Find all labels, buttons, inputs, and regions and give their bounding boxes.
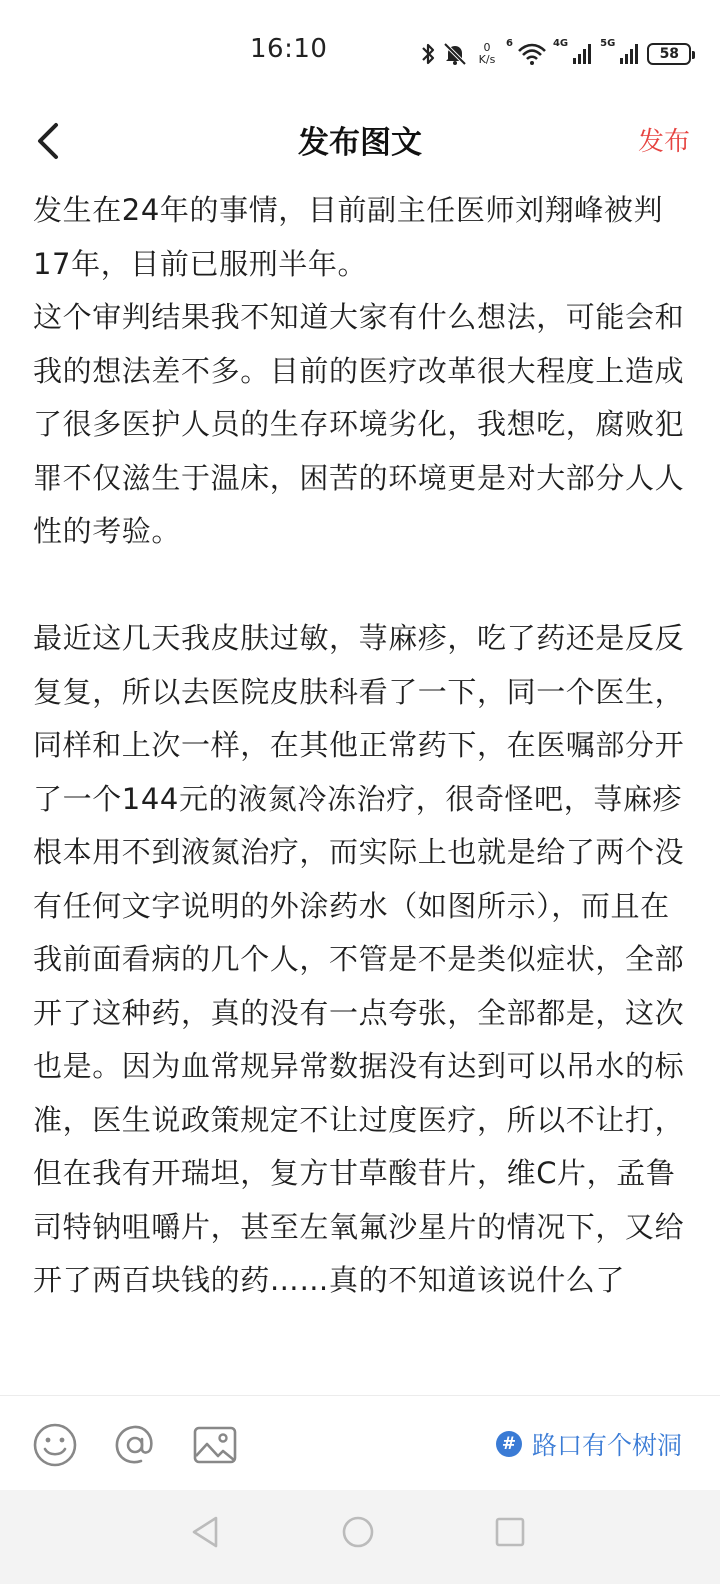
battery-icon: [647, 43, 691, 65]
signal-icon: [619, 39, 641, 69]
paragraph: 最近这几天我皮肤过敏，荨麻疹，吃了药还是反反复复，所以去医院皮肤科看了一下，同一个医生，同样和上次一样，在其他正常药下，在医嘱部分开了一个144元的液氮冷冻治疗，很奇怪吧，荨麻疹根本用不到液氮治疗，而实际上也就是给了两个没有任何文字说明的外涂药水（如图所示），而且在我前面看病的几个人，不管是不是类似症状，全部开了这种药，真的没有一点夸张，全部都是，这次也是。因为血常规异常数据没有达到可以吊水的标准，医生说政策规定不让过度医疗，所以不让打，但在我有开瑞坦，复方甘草酸苷片，维C片，孟鲁司特钠咀嚼片，甚至左氧氟沙星片的情况下，又给开了两百块钱的药……真的不知道该说什么了: [33, 621, 685, 1297]
signal1-label: 4G: [552, 38, 569, 49]
paragraph: 发生在24年的事情，目前副主任医师刘翔峰被判17年，目前已服刑半年。: [33, 193, 664, 281]
paragraph: 这个审判结果我不知道大家有什么想法，可能会和我的想法差不多。目前的医疗改革很大程度上造成了很多医护人员的生存环境劣化，我想吃，腐败犯罪不仅滋生于温床，困苦的环境更是对大部分人人性的考验。: [33, 300, 685, 548]
mute-icon: [442, 39, 468, 69]
system-recents-button[interactable]: [490, 1512, 530, 1552]
page-title: 发布图文: [298, 125, 422, 161]
circle-home-icon: [338, 1512, 378, 1552]
triangle-back-icon: [186, 1512, 226, 1552]
signal-icon: [572, 39, 594, 69]
compose-toolbar: [0, 1395, 720, 1491]
at-sign-icon: [112, 1422, 158, 1468]
mention-button[interactable]: [112, 1422, 158, 1468]
topic-label: 路口有个树洞: [531, 1431, 682, 1460]
net-speed-value: 0: [483, 41, 491, 54]
wifi-label: 6: [506, 38, 513, 49]
wifi-icon: [517, 39, 547, 69]
nav-bar: [0, 105, 720, 175]
publish-button[interactable]: 发布: [637, 127, 690, 157]
net-speed: [474, 42, 500, 66]
post-text-area[interactable]: [33, 184, 693, 1308]
system-back-button[interactable]: [186, 1512, 226, 1552]
system-nav-bar: [0, 1490, 720, 1584]
image-button[interactable]: [192, 1422, 238, 1468]
square-recents-icon: [490, 1512, 530, 1552]
hashtag-icon: #: [496, 1431, 522, 1457]
system-home-button[interactable]: [338, 1512, 378, 1552]
image-icon: [192, 1422, 238, 1468]
status-time: 16:10: [250, 34, 328, 64]
emoji-button[interactable]: [32, 1422, 78, 1468]
net-speed-unit: K/s: [478, 53, 496, 66]
battery-level: 58: [659, 46, 680, 62]
signal2-label: 5G: [600, 38, 616, 49]
blank-line: [33, 559, 693, 613]
bluetooth-icon: [420, 39, 436, 69]
topic-button[interactable]: [496, 1426, 682, 1462]
status-icons: [420, 36, 691, 72]
emoji-icon: [32, 1422, 78, 1468]
status-bar: [0, 0, 720, 100]
